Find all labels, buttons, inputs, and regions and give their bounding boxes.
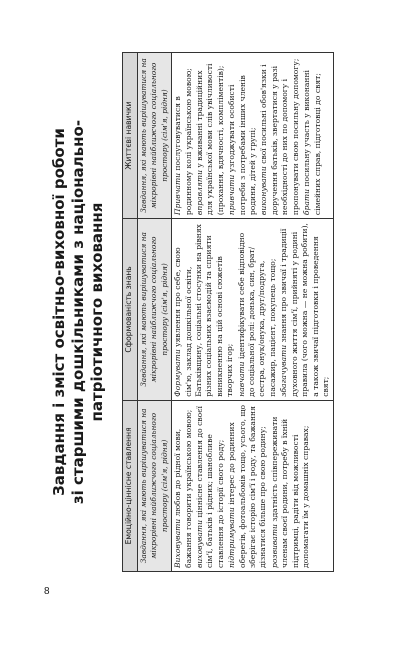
list-item: виховувати ціннісне ставлення до своєї сім'ї, батьків і рідних; шанобливе ставлення до історії свого роду; — [195, 406, 225, 568]
table-header-row — [123, 53, 138, 572]
title-line-2: зі старшими дошкільниками з національно- — [69, 119, 87, 505]
list-item: брати посильну участь у виконанні сімейних справ, підготовці до свят; — [302, 70, 322, 216]
title-line-3: патріотичного виховання — [88, 202, 106, 422]
list-item: підтримувати інтерес до родинних оберегів, фотоальбомів тощо, усього, що зберігає історію сім'ї і роду, та бажання дізнатися більше про свою родину; — [227, 404, 268, 568]
list-item: Формувати уявлення про себе, свою сім'ю, заклад дошкільної освіти, Батьківщину, соціальні стосунки на рівнях різних соціальних взаємодій та сприяти виникненню на цій основі сюжетів творчих ігор; — [173, 224, 235, 397]
subheader-cell-skills: Завдання, які мають вирішуватися на мікрорівні найближчого соціального простору (сім'я, рідня) — [138, 53, 172, 219]
list-item: вправляти у вживанні традиційних для української мови слів увічливості (прохання, вдячності, компліментів); — [195, 63, 225, 216]
subheader-cell-knowledge: Завдання, які мають вирішуватися на мікрорівні найближчого соціального простору (сім'я, рідня) — [138, 219, 172, 401]
list-item: навчати ідентифікувати себе відповідно до соціальної ролі: донька, син, брат/сестра, онук/онука, друг/подруга, пасажир, пацієнт, покупець тощо; — [236, 232, 277, 397]
page-title — [48, 52, 122, 572]
table-row — [172, 53, 334, 572]
header-emotional: Емоційно-ціннісне ставлення — [123, 400, 138, 571]
cell-skills — [172, 53, 334, 219]
cell-emotional — [172, 400, 334, 571]
subheader-cell-emotional: Завдання, які мають вирішуватися на мікрорівні найближчого соціального простору (сім'я, рідня) — [138, 400, 172, 571]
list-item: привчати узгоджувати особисті потреби з потребами інших членів родини, дітей у групі; — [227, 75, 258, 216]
list-item: розвивати здатність співпереживати членам своєї родини, потребу в їхній підтримці, радіти від можливості допомагати їм у домашніх справах; — [269, 416, 311, 568]
table-subheader-row — [138, 53, 172, 572]
cell-knowledge — [172, 219, 334, 401]
rotated-page-content — [48, 52, 368, 572]
tasks-table — [122, 52, 334, 572]
list-item: Привчати послуговуватися в родинному колі українською мовою; — [173, 68, 193, 216]
page-number: 8 — [44, 586, 50, 597]
list-item: виконувати свої посильні обов'язки і доручення батьків, звертатися у разі необхідності до них по допомогу і пропонувати свою посильну допомогу; — [259, 58, 300, 216]
header-skills: Життєві навички — [123, 53, 138, 219]
list-item: збагачувати знання про звичаї і традиції духовного життя сім'ї, прийняті у родині правила (чого можна — не можна робити), а також звичаї підготовки і проведення свят; — [279, 223, 330, 397]
title-line-1: Завдання і зміст освітньо-виховної роботи — [50, 128, 68, 496]
header-knowledge: Сформованість знань — [123, 219, 138, 401]
list-item: Виховувати любов до рідної мови, бажання говорити українською мовою; — [173, 409, 193, 568]
